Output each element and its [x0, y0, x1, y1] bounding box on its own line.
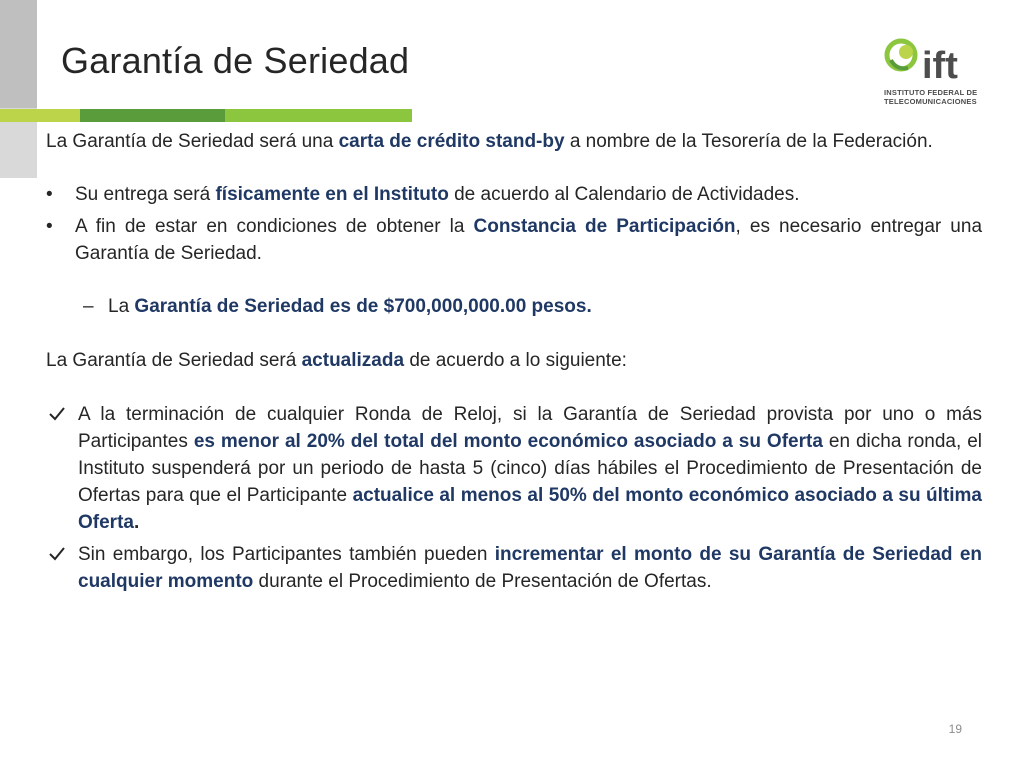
check-text: durante el Procedimiento de Presentación de Ofertas. — [253, 571, 712, 592]
check-text: A la terminación de cualquier Ronda de Reloj, si la Garantía de Seriedad provista por uno o más Participantes — [78, 404, 982, 452]
logo-caption-line2: TELECOMUNICACIONES — [884, 97, 977, 106]
intro-highlight: carta de crédito stand-by — [338, 131, 565, 152]
title-stripe-dark-green — [80, 109, 225, 122]
sub-bullet-highlight: Garantía de Seriedad es de $700,000,000.00 pesos. — [134, 296, 592, 317]
intro-paragraph — [46, 128, 982, 155]
title-stripe-yellow-green — [0, 109, 80, 122]
logo-caption-line1: INSTITUTO FEDERAL DE — [884, 88, 978, 97]
update-text-2: de acuerdo a lo siguiente: — [404, 350, 627, 371]
bullet-highlight: Constancia de Participación — [473, 216, 736, 237]
bullet-mark: • — [46, 184, 53, 205]
check-item — [46, 401, 982, 536]
check-highlight: incrementar el monto de su Garantía de Seriedad en cualquier momento — [78, 544, 982, 592]
bullet-item — [46, 181, 982, 208]
page-number: 19 — [948, 722, 962, 736]
bullet-text: A fin de estar en condiciones de obtener la — [75, 216, 474, 237]
bullet-text: Su entrega será — [75, 184, 216, 205]
slide-title: Garantía de Seriedad — [61, 40, 410, 81]
sub-bullet-item — [46, 293, 982, 320]
update-highlight: actualizada — [301, 350, 405, 371]
check-text: Sin embargo, los Participantes también pueden — [78, 544, 495, 565]
update-paragraph — [46, 347, 982, 374]
bullet-text: de acuerdo al Calendario de Actividades. — [448, 184, 800, 205]
ift-wordmark: ift — [922, 45, 958, 87]
bullet-item — [46, 213, 982, 267]
logo-caption — [884, 88, 977, 106]
check-highlight: es menor al 20% del total del monto económico asociado a su Oferta — [193, 431, 823, 452]
intro-text-1: La Garantía de Seriedad será una — [46, 131, 339, 152]
dash-mark: – — [83, 296, 94, 317]
bullet-highlight: físicamente en el Instituto — [215, 184, 449, 205]
ift-logo-swirl-icon — [887, 41, 915, 69]
checkmark-icon — [48, 545, 66, 563]
slide-body — [46, 128, 982, 595]
check-text: . — [133, 512, 140, 533]
sub-bullet-text: La — [108, 296, 135, 317]
bullet-mark: • — [46, 216, 53, 237]
bullet-text: , es necesario entregar una Garantía de Seriedad. — [75, 216, 983, 264]
check-item — [46, 541, 982, 595]
update-text-1: La Garantía de Seriedad será — [46, 350, 302, 371]
check-text: en dicha ronda, el Instituto suspenderá por un periodo de hasta 5 (cinco) días hábiles el Procedimiento de Presentación de Ofertas para que el Participante — [78, 431, 982, 506]
checkmark-icon — [48, 405, 66, 423]
intro-text-2: a nombre de la Tesorería de la Federación. — [564, 131, 933, 152]
title-stripe-light-green — [225, 109, 412, 122]
check-highlight: actualice al menos al 50% del monto económico asociado a su última Oferta — [78, 485, 982, 533]
left-gray-bar — [0, 0, 37, 178]
